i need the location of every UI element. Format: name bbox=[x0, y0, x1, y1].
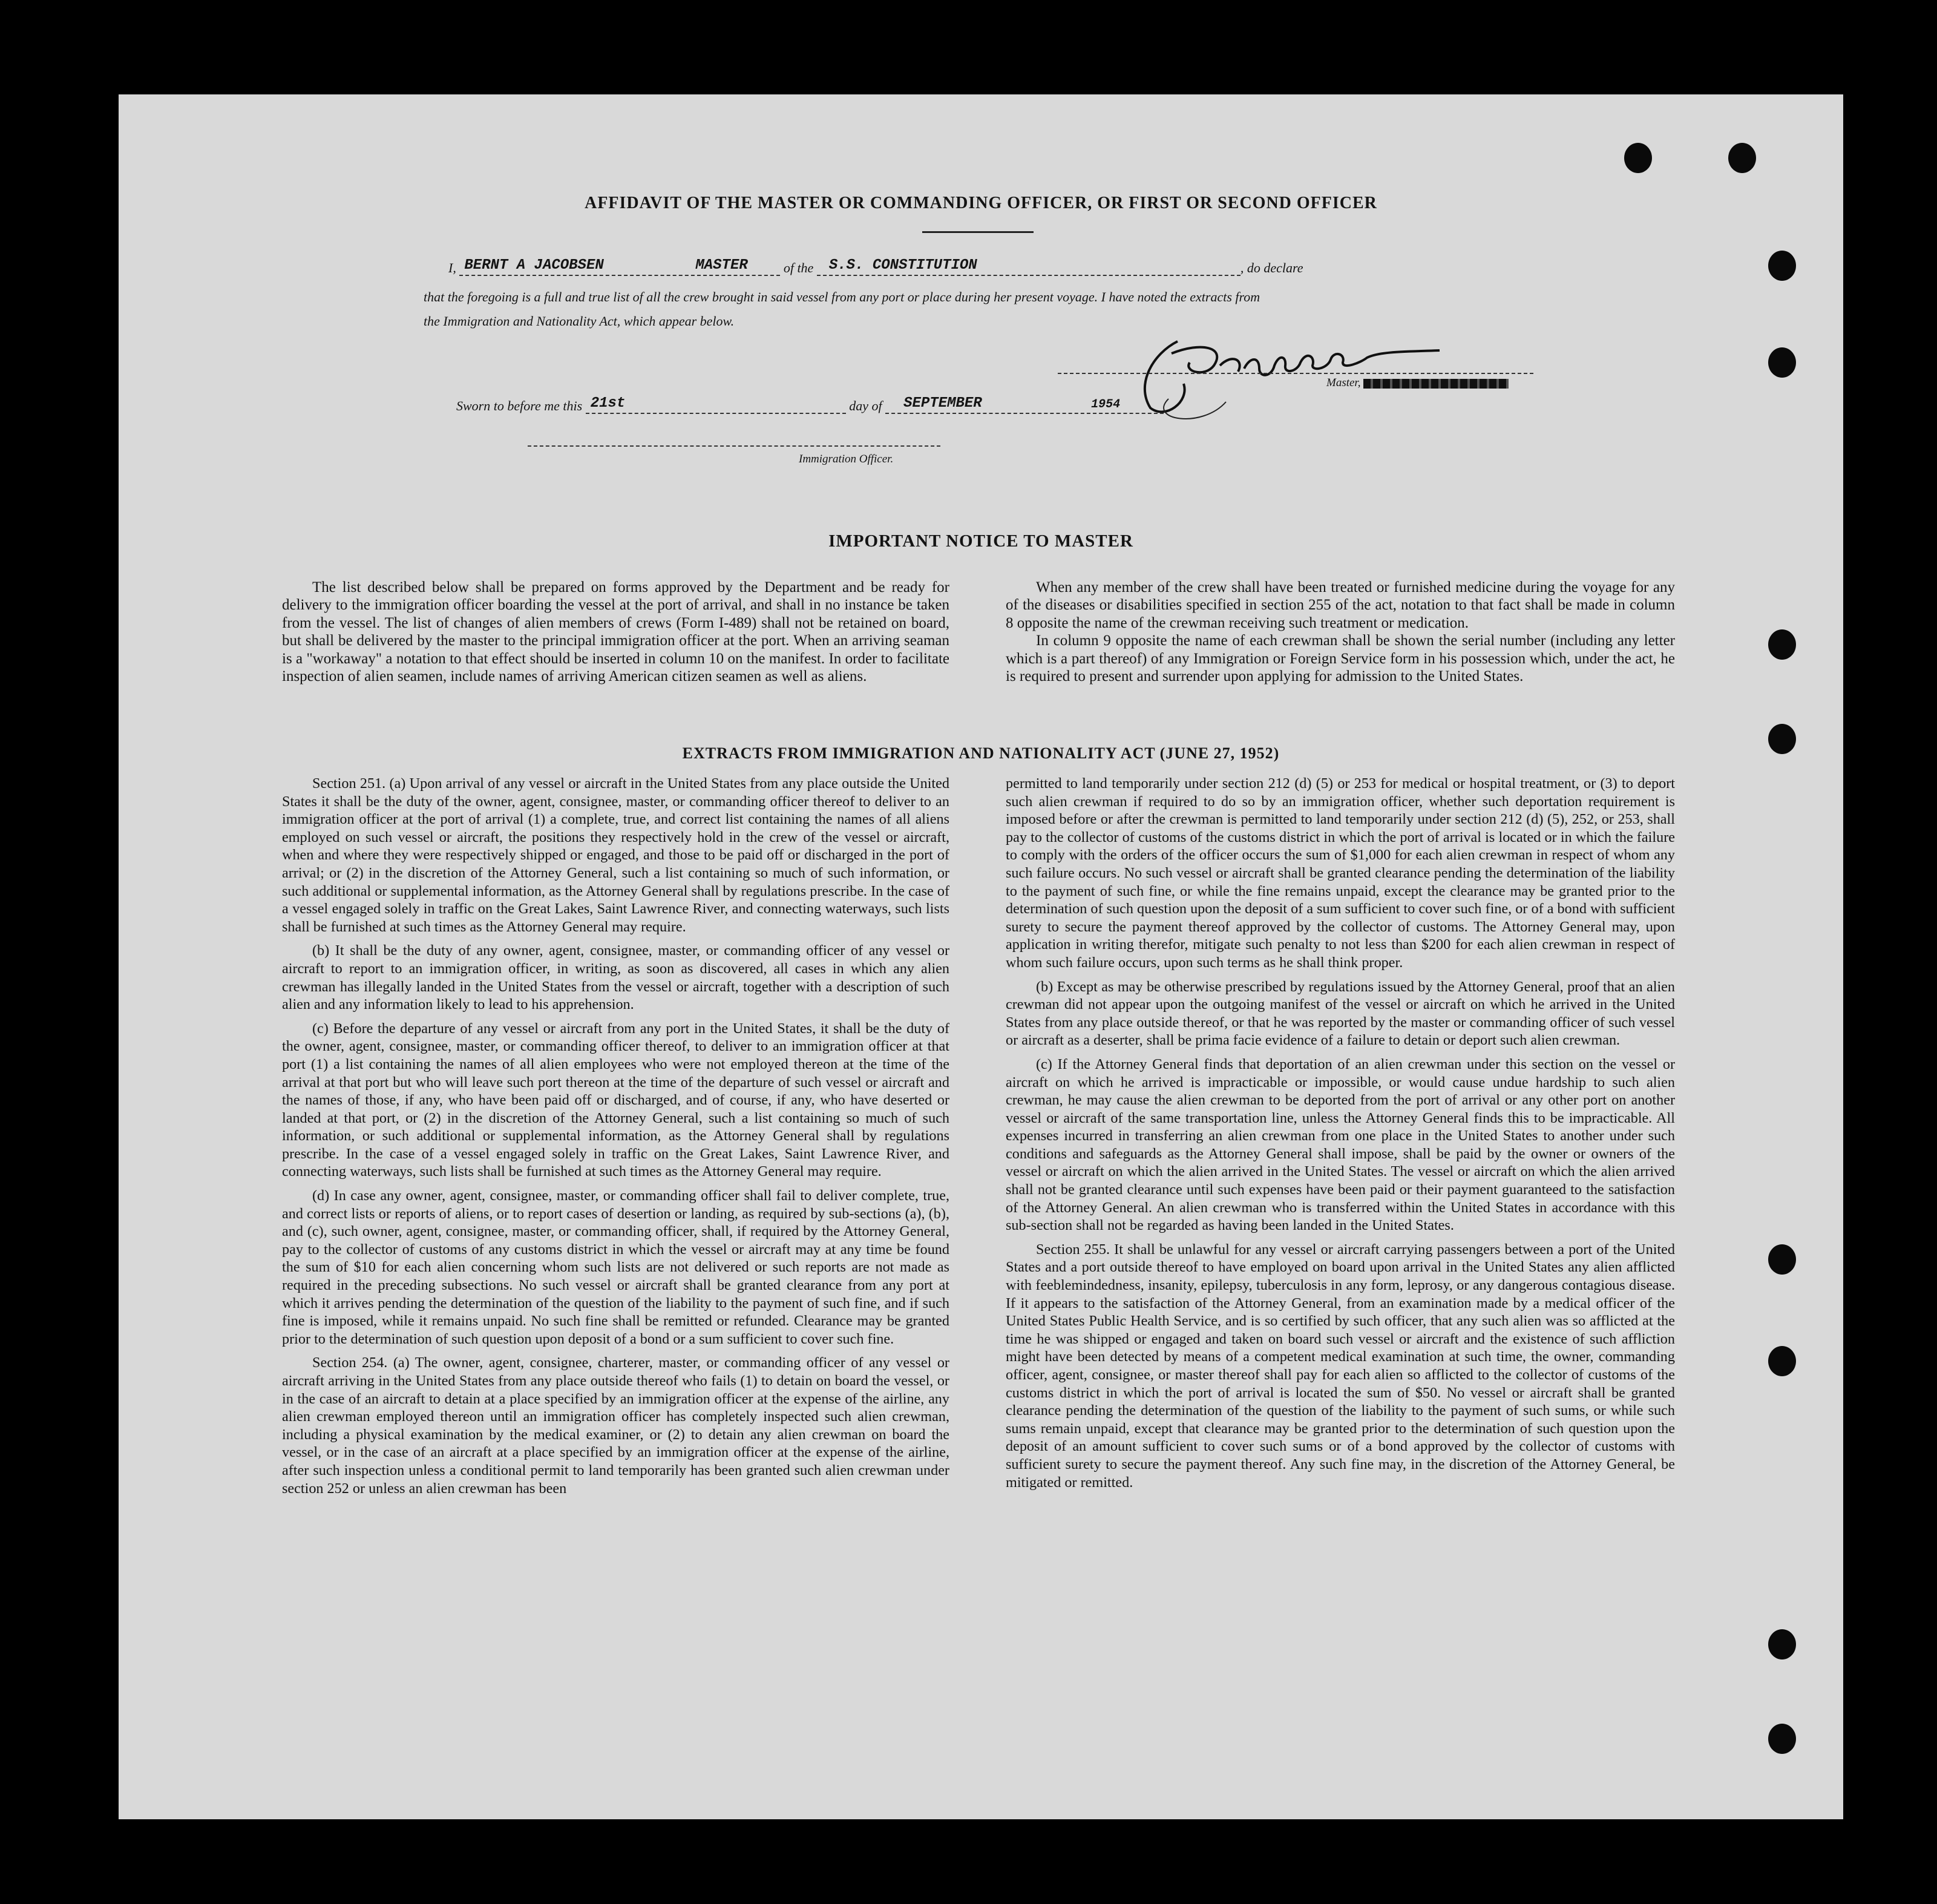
signature-line bbox=[1058, 373, 1533, 374]
master-rank: MASTER bbox=[695, 257, 748, 274]
section-251-c: (c) Before the departure of any vessel or aircraft from any port in the United States, it shall be the duty of the owner, agent, consignee, master, or commanding officer thereof, to deliver to an immigration officer at that port (1) a list containing the names of all alien employees who were not employed thereon at the time of the arrival at that port but who will leave such port thereon at the time of the departure of such vessel or aircraft and the names of those, if any, who have been paid off or discharged, and of course, if any, who have deserted or landed at that port, or (2) in the discretion of the Attorney General, such a list containing so much of such information, or such additional or supplemental information, as the Attorney General shall by regulations prescribe. In the case of a vessel engaged solely in traffic on the Great Lakes, Saint Lawrence River, and connecting waterways, such lists shall be furnished at such times as the Attorney General may require. bbox=[282, 1020, 949, 1180]
section-254-c: (c) If the Attorney General finds that deportation of an alien crewman under this section on the vessel or aircraft on which he arrived is impracticable or impossible, or would cause undue hardship to such alien crewman, he may cause the alien crewman to be deported from the port of arrival or any other port on another vessel or aircraft of the same transportation line, unless the Attorney General finds this to be impracticable. All expenses incurred in transferring an alien crewman from one place in the United States to another under such conditions and safeguards as the Attorney General shall impose, shall be paid by the owner or owners of the vessel or aircraft on which the alien arrived in the United States. The vessel or aircraft on which the alien arrived shall not be granted clearance until such expenses have been paid or their payment guaranteed to the satisfaction of the Attorney General. An alien crewman who is transferred within the United States in accordance with this sub-section shall not be regarded as having been landed in the United States. bbox=[1006, 1055, 1675, 1234]
document-page bbox=[119, 94, 1843, 1819]
punch-hole bbox=[1768, 251, 1796, 281]
section-254-b: (b) Except as may be otherwise prescribed by regulations issued by the Attorney General, proof that an alien crewman did not appear upon the outgoing manifest of the vessel or aircraft on which he arrived in the United States from any place outside thereof, or that he was reported by the master or commanding officer of such vessel or aircraft as a deserter, shall be prima facie evidence of a failure to detain or deport such alien crewman. bbox=[1006, 978, 1675, 1049]
section-255: Section 255. It shall be unlawful for any vessel or aircraft carrying passengers between a port of the United States and a port outside thereof to have employed on board upon arrival in the United States any alien afflicted with feeblemindedness, insanity, epilepsy, tuberculosis in any form, leprosy, or any dangerous contagious disease. If it appears to the satisfaction of the Attorney General, from an examination made by a medical officer of the United States Public Health Service, and is so certified by such officer, that any such alien was so afflicted at the time he was shipped or engaged and taken on board such vessel or aircraft and the existence of such affliction might have been detected by means of a competent medical examination at such time, the owner, commanding officer, agent, consignee, or master thereof shall pay for each alien so afflicted to the collector of customs of the customs district in which the port of arrival is located the sum of $50. No vessel or aircraft shall be granted clearance pending the determination of the question of the liability to the payment of such sums, or while such sums remain unpaid, except that clearance may be granted prior to the determination of such question upon the deposit of an amount sufficient to cover such sums or of a bond approved by the collector of customs with sufficient surety to secure the payment thereof. Any such fine may, in the discretion of the Attorney General, be mitigated or remitted. bbox=[1006, 1241, 1675, 1491]
section-251-d: (d) In case any owner, agent, consignee, master, or commanding officer shall fail to deliver complete, true, and correct lists or reports of aliens, or to report cases of desertion or landing, as required by sub-sections (a), (b), and (c), such owner, agent, consignee, master, or commanding officer, shall, if required by the Attorney General, pay to the collector of customs of any customs district in which the vessel or aircraft may at any time be found the sum of $10 for each alien concerning whom such lists are not delivered or such reports are not made as required in the preceding subsections. No such vessel or aircraft shall be granted clearance from any port at which it arrives pending the determination of the question of the liability to the payment of such fine, and if such fine is imposed, while it remains unpaid. No such fine shall be remitted or refunded. Clearance may be granted prior to the determination of such question upon deposit of a bond or a sum sufficient to cover such fine. bbox=[282, 1187, 949, 1347]
master-label: Master, bbox=[1326, 376, 1361, 389]
immigration-officer-line bbox=[528, 445, 940, 447]
punch-hole bbox=[1768, 629, 1796, 660]
punch-hole bbox=[1768, 1724, 1796, 1754]
notice-left-text: The list described below shall be prepared on forms approved by the Department and be ready for delivery to the immigration officer boarding the vessel at the port of arrival, and shall in no instance be taken from the vessel. The list of changes of alien members of crews (Form I-489) shall not be retained on board, but shall be delivered by the master to the principal immigration officer at the port. When an arriving seaman is a "workaway" a notation to that effect should be inserted in column 10 on the manifest. In order to facilitate inspection of alien seamen, include names of arriving American citizen seamen as well as aliens. bbox=[282, 579, 949, 685]
notice-right bbox=[1006, 579, 1675, 685]
master-label-row bbox=[1326, 376, 1509, 390]
punch-hole bbox=[1624, 143, 1652, 173]
master-name: BERNT A JACOBSEN bbox=[464, 257, 604, 274]
title-rule bbox=[922, 231, 1034, 233]
section-254-a: Section 254. (a) The owner, agent, consignee, charterer, master, or commanding officer of any vessel or aircraft arriving in the United States from any place outside thereof who fails (1) to detain on board the vessel, or in the case of an aircraft to detain at a place specified by an immigration officer at the expense of the airline, any alien crewman employed thereon until an immigration officer has completely inspected such alien crewman, including a physical examination by the medical examiner, or (2) to detain any alien crewman on board the vessel, or in the case of an aircraft at a place specified by an immigration officer at the expense of the airline, after such inspection unless a conditional permit to land temporarily has been granted such alien crewman under section 252 or unless an alien crewman has been bbox=[282, 1354, 949, 1497]
sworn-line bbox=[456, 397, 1164, 414]
notice-title: IMPORTANT NOTICE TO MASTER bbox=[828, 531, 1133, 551]
statement-line-1: that the foregoing is a full and true list of all the crew brought in said vessel from any port or place during her present voyage. I have noted the extracts from bbox=[424, 289, 1260, 304]
of-the-label: of the bbox=[783, 260, 814, 275]
extracts-right-column bbox=[1006, 775, 1675, 1497]
declaration-line bbox=[448, 259, 1659, 276]
master-signature bbox=[1099, 329, 1595, 420]
punch-hole bbox=[1768, 347, 1796, 378]
immigration-officer-label: Immigration Officer. bbox=[799, 453, 894, 465]
i-label: I, bbox=[448, 260, 456, 275]
punch-hole bbox=[1728, 143, 1756, 173]
section-251-a: Section 251. (a) Upon arrival of any vessel or aircraft in the United States from any place outside the United States it shall be the duty of the owner, agent, consignee, master, or commanding officer thereof to deliver to an immigration officer at the port of arrival (1) a complete, true, and correct list containing the names of all aliens employed on such vessel or aircraft, the positions they respectively hold in the crew of the vessel or aircraft, when and where they were respectively shipped or engaged, and those to be paid off or discharged in the port of arrival; or (2) in the discretion of the Attorney General, such a list containing so much of such information, or such additional or supplemental information, as the Attorney General shall by regulations prescribe. In the case of a vessel engaged solely in traffic on the Great Lakes, Saint Lawrence River, and connecting waterways, such lists shall be furnished at such times as the Attorney General may require. bbox=[282, 775, 949, 935]
sworn-label: Sworn to before me this bbox=[456, 398, 583, 413]
extracts-title: EXTRACTS FROM IMMIGRATION AND NATIONALITY ACT (JUNE 27, 1952) bbox=[682, 744, 1280, 762]
punch-hole bbox=[1768, 1629, 1796, 1659]
sworn-year: 1954 bbox=[1091, 398, 1121, 412]
sworn-day: 21st bbox=[590, 395, 626, 412]
day-of-label: day of bbox=[849, 398, 882, 413]
statement-line-2: the Immigration and Nationality Act, which appear below. bbox=[424, 314, 735, 329]
punch-hole bbox=[1768, 1346, 1796, 1376]
section-254-a-cont: permitted to land temporarily under section 212 (d) (5) or 253 for medical or hospital treatment, or (3) to deport such alien crewman if required to do so by an immigration officer, whether such deportation requirement is imposed before or after the crewman is permitted to land temporarily under section 212 (d) (5), 252, or 253, shall pay to the collector of customs of the customs district in which the port of arrival is located or in which the failure to comply with the orders of the officer occurs the sum of $1,000 for each alien crewman in respect of whom any such failure occurs. No such vessel or aircraft shall be granted clearance pending the determination of the liability to the payment of such fine, or while the fine remains unpaid, except the clearance may be granted prior to the determination of such question upon the deposit of a sum sufficient to cover such fine, or of a bond with sufficient surety to secure the payment thereof approved by the collector of customs. The Attorney General may, upon application in writing therefor, mitigate such penalty to not less than $200 for each alien crewman in respect of whom such failure occurs, upon such terms as he shall think proper. bbox=[1006, 775, 1675, 971]
section-251-b: (b) It shall be the duty of any owner, agent, consignee, master, or commanding officer of any vessel or aircraft to report to an immigration officer, in writing, as soon as discovered, all cases in which any alien crewman has illegally landed in the United States from the vessel or aircraft, together with a description of such alien and any information likely to lead to his apprehension. bbox=[282, 942, 949, 1013]
notice-left bbox=[282, 579, 949, 685]
declare-label: , do declare bbox=[1240, 260, 1303, 275]
notice-right-text-2: In column 9 opposite the name of each crewman shall be shown the serial number (including any letter which is a part thereof) of any Immigration or Foreign Service form in his possession which, under the act, he is required to present and surrender upon applying for admission to the United States. bbox=[1006, 632, 1675, 685]
sworn-month: SEPTEMBER bbox=[903, 395, 982, 412]
affidavit-title: AFFIDAVIT OF THE MASTER OR COMMANDING OFFICER, OR FIRST OR SECOND OFFICER bbox=[585, 194, 1377, 212]
extracts-left-column bbox=[282, 775, 949, 1503]
notice-right-text-1: When any member of the crew shall have been treated or furnished medicine during the voyage for any of the diseases or disabilities specified in section 255 of the act, notation to that fact shall be made in column 8 opposite the name of the crewman receiving such treatment or medication. bbox=[1006, 579, 1675, 631]
punch-hole bbox=[1768, 1244, 1796, 1275]
vessel-name: S.S. CONSTITUTION bbox=[828, 257, 977, 274]
struck-title bbox=[1363, 379, 1509, 389]
